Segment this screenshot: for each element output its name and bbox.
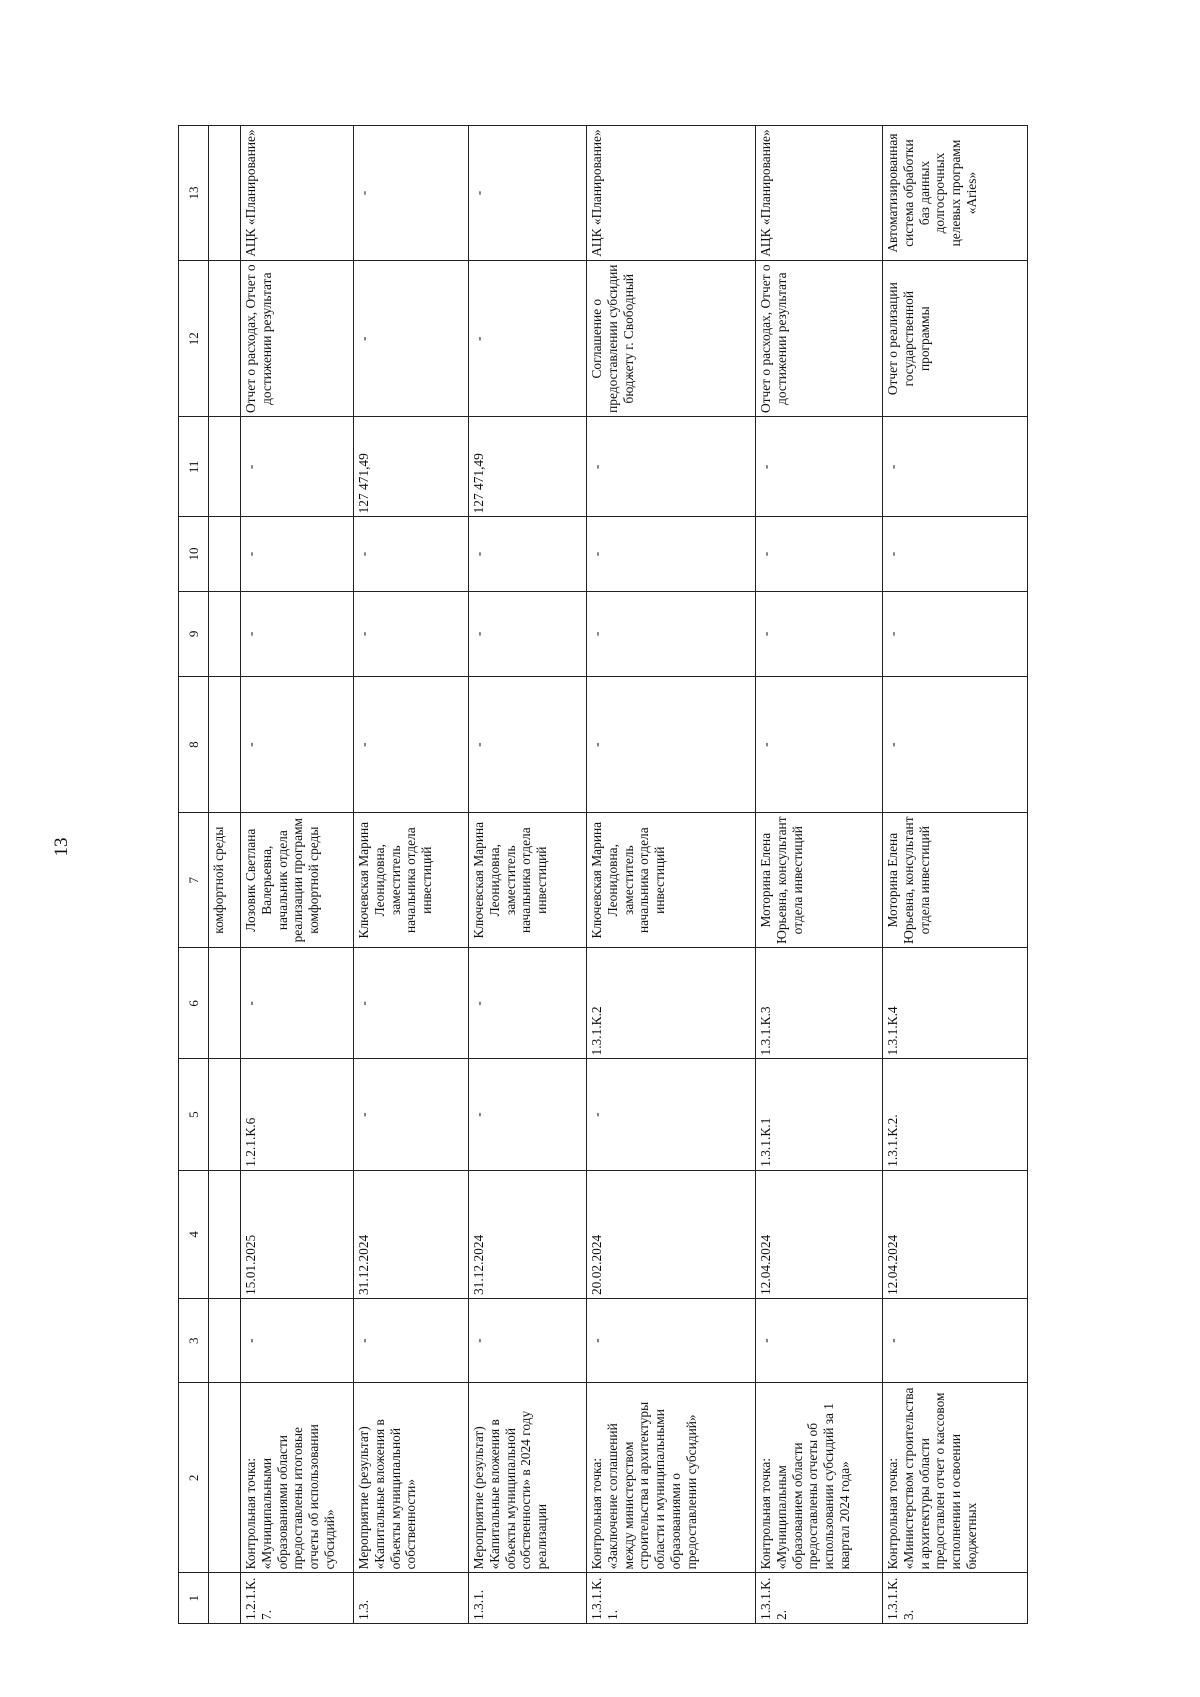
document-cell: Отчет о расходах, Отчет о достижении результата bbox=[756, 261, 883, 417]
header-cell: 11 bbox=[179, 417, 209, 517]
responsible-cell: Моторина Елена Юрьевна, консультант отдела инвестиций bbox=[883, 813, 1028, 948]
responsible-cell: Ключевская Марина Леонидовна, заместитель начальника отдела инвестиций bbox=[469, 813, 587, 948]
table-row bbox=[241, 126, 354, 1624]
system-cell: АЦК «Планирование» bbox=[756, 126, 883, 261]
header-cell: 10 bbox=[179, 517, 209, 591]
table-cell: - bbox=[587, 591, 756, 676]
table-cell: - bbox=[469, 591, 587, 676]
table-cell bbox=[209, 1059, 241, 1170]
date-cell: 12.04.2024 bbox=[756, 1170, 883, 1298]
amount-cell: - bbox=[883, 417, 1028, 517]
document-cell: - bbox=[469, 261, 587, 417]
table-cell: - bbox=[469, 677, 587, 813]
table-cell: - bbox=[587, 1299, 756, 1383]
table-cell: 1.3.1.К.1 bbox=[756, 1059, 883, 1170]
header-cell: 1 bbox=[179, 1573, 209, 1624]
table-cell: - bbox=[241, 1299, 354, 1383]
system-cell: - bbox=[354, 126, 469, 261]
date-cell: 31.12.2024 bbox=[354, 1170, 469, 1298]
table-cell: - bbox=[354, 677, 469, 813]
table-cell: 1.3.1.К.4 bbox=[883, 948, 1028, 1059]
table-cell: - bbox=[587, 677, 756, 813]
header-cell: 8 bbox=[179, 677, 209, 813]
table-cell bbox=[209, 1170, 241, 1298]
table-cell bbox=[209, 417, 241, 517]
system-cell: - bbox=[469, 126, 587, 261]
table-cell: - bbox=[883, 677, 1028, 813]
table-cell bbox=[209, 1573, 241, 1624]
table-cell: - bbox=[354, 1299, 469, 1383]
table-cell: - bbox=[354, 1059, 469, 1170]
table-row bbox=[587, 126, 756, 1624]
responsible-cell: комфортной среды bbox=[209, 813, 241, 948]
amount-cell: - bbox=[587, 417, 756, 517]
continuation-row bbox=[209, 126, 241, 1624]
table-cell bbox=[209, 261, 241, 417]
table-cell: 1.3.1.К.2 bbox=[587, 948, 756, 1059]
table-cell: - bbox=[883, 591, 1028, 676]
responsible-cell: Лозовик Светлана Валерьевна, начальник отдела реализации программ комфортной среды bbox=[241, 813, 354, 948]
amount-cell: 127 471,49 bbox=[354, 417, 469, 517]
table-row bbox=[756, 126, 883, 1624]
table-cell: - bbox=[587, 1059, 756, 1170]
table-cell: 1.3.1.К.3 bbox=[756, 948, 883, 1059]
header-cell: 6 bbox=[179, 948, 209, 1059]
table-cell: - bbox=[241, 948, 354, 1059]
system-cell: АЦК «Планирование» bbox=[241, 126, 354, 261]
table-cell bbox=[209, 591, 241, 676]
table-cell: - bbox=[756, 517, 883, 591]
table-cell: - bbox=[756, 1299, 883, 1383]
table-cell bbox=[209, 517, 241, 591]
table-cell: - bbox=[883, 1299, 1028, 1383]
responsible-cell: Ключевская Марина Леонидовна, заместитель начальника отдела инвестиций bbox=[354, 813, 469, 948]
table-cell: - bbox=[469, 517, 587, 591]
row-id-cell: 1.3.1.К.3. bbox=[883, 1573, 1028, 1624]
header-cell: 5 bbox=[179, 1059, 209, 1170]
header-cell: 12 bbox=[179, 261, 209, 417]
table-cell: - bbox=[469, 948, 587, 1059]
table-row bbox=[354, 126, 469, 1624]
table-cell: - bbox=[587, 517, 756, 591]
table-cell: - bbox=[756, 677, 883, 813]
table-cell: - bbox=[241, 677, 354, 813]
rotated-table-container bbox=[178, 125, 1178, 1624]
table-cell: - bbox=[354, 591, 469, 676]
header-cell: 3 bbox=[179, 1299, 209, 1383]
row-name-cell: Контрольная точка: «Министерством строительства и архитектуры области предоставлен отчет о кассовом исполнении и освоении бюджетных bbox=[883, 1383, 1028, 1573]
row-id-cell: 1.3.1.К.2. bbox=[756, 1573, 883, 1624]
system-cell: АЦК «Планирование» bbox=[587, 126, 756, 261]
header-row bbox=[179, 126, 209, 1624]
header-cell: 7 bbox=[179, 813, 209, 948]
amount-cell: - bbox=[756, 417, 883, 517]
table-cell: - bbox=[469, 1299, 587, 1383]
row-id-cell: 1.2.1.К.7. bbox=[241, 1573, 354, 1624]
table-cell bbox=[209, 1299, 241, 1383]
responsible-cell: Ключевская Марина Леонидовна, заместитель начальника отдела инвестиций bbox=[587, 813, 756, 948]
header-cell: 13 bbox=[179, 126, 209, 261]
row-name-cell: Контрольная точка: «Муниципальным образованием области предоставлены отчеты об использовании субсидий за 1 квартал 2024 года» bbox=[756, 1383, 883, 1573]
table-row bbox=[883, 126, 1028, 1624]
table-cell bbox=[209, 677, 241, 813]
date-cell: 31.12.2024 bbox=[469, 1170, 587, 1298]
row-name-cell: Мероприятие (результат) «Капитальные вложения в объекты муниципальной собственности» bbox=[354, 1383, 469, 1573]
document-cell: Отчет о расходах, Отчет о достижении результата bbox=[241, 261, 354, 417]
table-cell: - bbox=[883, 517, 1028, 591]
table-cell bbox=[209, 126, 241, 261]
date-cell: 12.04.2024 bbox=[883, 1170, 1028, 1298]
document-cell: - bbox=[354, 261, 469, 417]
system-cell: Автоматизированная система обработки баз данных долгосрочных целевых программ «Aries» bbox=[883, 126, 1028, 261]
row-id-cell: 1.3.1. bbox=[469, 1573, 587, 1624]
amount-cell: 127 471,49 bbox=[469, 417, 587, 517]
document-cell: Отчет о реализации государственной программы bbox=[883, 261, 1028, 417]
table-cell bbox=[209, 948, 241, 1059]
table-cell: 1.3.1.К.2. bbox=[883, 1059, 1028, 1170]
table-cell bbox=[209, 1383, 241, 1573]
table-cell: - bbox=[241, 517, 354, 591]
row-id-cell: 1.3.1.К.1. bbox=[587, 1573, 756, 1624]
table-cell: - bbox=[756, 591, 883, 676]
document-cell: Соглашение о предоставлении субсидии бюджету г. Свободный bbox=[587, 261, 756, 417]
table-cell: 1.2.1.К.6 bbox=[241, 1059, 354, 1170]
header-cell: 4 bbox=[179, 1170, 209, 1298]
row-name-cell: Контрольная точка: «Муниципальными образованиями области предоставлены итоговые отчеты об использовании субсидий» bbox=[241, 1383, 354, 1573]
row-id-cell: 1.3. bbox=[354, 1573, 469, 1624]
plan-table bbox=[178, 125, 1028, 1624]
table-row bbox=[469, 126, 587, 1624]
date-cell: 20.02.2024 bbox=[587, 1170, 756, 1298]
header-cell: 9 bbox=[179, 591, 209, 676]
table-cell: - bbox=[241, 417, 354, 517]
table-cell: - bbox=[469, 1059, 587, 1170]
row-name-cell: Мероприятие (результат) «Капитальные вложения в объекты муниципальной собственности» в 2024 году реализации bbox=[469, 1383, 587, 1573]
table-cell: - bbox=[354, 517, 469, 591]
responsible-cell: Моторина Елена Юрьевна, консультант отдела инвестиций bbox=[756, 813, 883, 948]
header-cell: 2 bbox=[179, 1383, 209, 1573]
table-cell: - bbox=[241, 591, 354, 676]
date-cell: 15.01.2025 bbox=[241, 1170, 354, 1298]
table-cell: - bbox=[354, 948, 469, 1059]
page-number: 13 bbox=[51, 837, 72, 857]
row-name-cell: Контрольная точка: «Заключение соглашений между министерством строительства и архитектуры области и муниципальными образованиями о предоставлении субсидий» bbox=[587, 1383, 756, 1573]
